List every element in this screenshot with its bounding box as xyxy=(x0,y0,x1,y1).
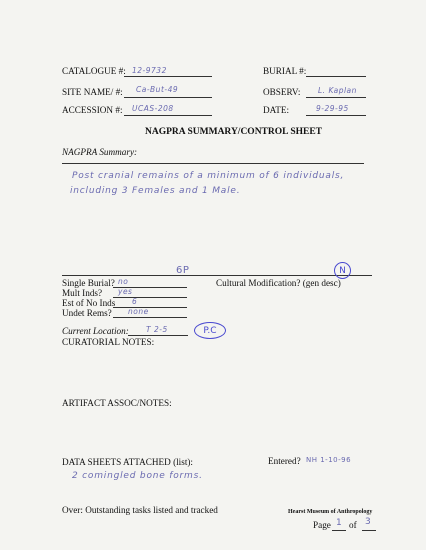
mult-inds-line xyxy=(113,297,187,298)
entered-value: NH 1-10-96 xyxy=(306,456,352,464)
summary-line-2: including 3 Females and 1 Male. xyxy=(70,186,241,196)
cultural-mod-label: Cultural Modification? (gen desc) xyxy=(216,278,341,288)
date-label: DATE: xyxy=(263,105,290,115)
details-rule xyxy=(62,275,372,276)
entered-label: Entered? xyxy=(268,456,301,466)
observer-line xyxy=(306,97,366,98)
of-line xyxy=(362,530,376,531)
museum-name: Hearst Museum of Anthropology xyxy=(288,509,373,515)
site-value: Ca-But-49 xyxy=(136,85,179,94)
page-line xyxy=(332,530,346,531)
location-circled-value: P.C xyxy=(203,325,217,336)
data-sheets-value: 2 comingled bone forms. xyxy=(72,471,203,481)
site-label: SITE NAME/ #: xyxy=(62,87,123,97)
cultural-mod-circle xyxy=(334,262,351,279)
gp-mark: 6P xyxy=(176,265,190,276)
of-label: of xyxy=(349,520,357,530)
undet-rems-line xyxy=(113,317,187,318)
site-line xyxy=(124,97,212,98)
date-line xyxy=(306,115,366,116)
catalogue-value: 12-9732 xyxy=(132,66,167,75)
location-label: Current Location: xyxy=(62,326,129,336)
of-value: 3 xyxy=(365,517,372,527)
catalogue-label: CATALOGUE #: xyxy=(62,66,126,76)
burial-line xyxy=(306,76,366,77)
summary-line-1: Post cranial remains of a minimum of 6 individuals, xyxy=(72,171,345,181)
est-inds-label: Est of No Inds xyxy=(62,298,116,308)
undet-rems-value: none xyxy=(128,307,149,316)
over-label: Over: Outstanding tasks listed and tracked xyxy=(62,505,218,515)
observer-label: OBSERV: xyxy=(263,87,301,97)
location-circled xyxy=(194,322,226,339)
location-value: T 2-5 xyxy=(146,325,168,334)
single-burial-value: no xyxy=(118,277,129,286)
summary-rule xyxy=(62,163,364,164)
accession-label: ACCESSION #: xyxy=(62,105,123,115)
curatorial-label: CURATORIAL NOTES: xyxy=(62,337,155,347)
cultural-mod-value: N xyxy=(339,265,346,276)
page-value: 1 xyxy=(336,518,343,528)
artifact-label: ARTIFACT ASSOC/NOTES: xyxy=(62,398,172,408)
summary-label: NAGPRA Summary: xyxy=(62,147,138,157)
observer-value: L. Kaplan xyxy=(318,86,357,95)
accession-line xyxy=(124,115,212,116)
date-value: 9-29-95 xyxy=(316,104,349,113)
single-burial-label: Single Burial? xyxy=(62,278,115,288)
est-inds-line xyxy=(113,307,187,308)
data-sheets-label: DATA SHEETS ATTACHED (list): xyxy=(62,457,193,467)
catalogue-line xyxy=(124,76,212,77)
est-inds-value: 6 xyxy=(132,297,138,306)
mult-inds-value: yes xyxy=(118,287,133,296)
sheet-title: NAGPRA SUMMARY/CONTROL SHEET xyxy=(145,127,323,137)
accession-value: UCAS-208 xyxy=(132,104,174,113)
page-label: Page xyxy=(313,520,331,530)
burial-label: BURIAL #: xyxy=(263,66,307,76)
mult-inds-label: Mult Inds? xyxy=(62,288,103,298)
location-line xyxy=(128,335,188,336)
undet-rems-label: Undet Rems? xyxy=(62,308,112,318)
